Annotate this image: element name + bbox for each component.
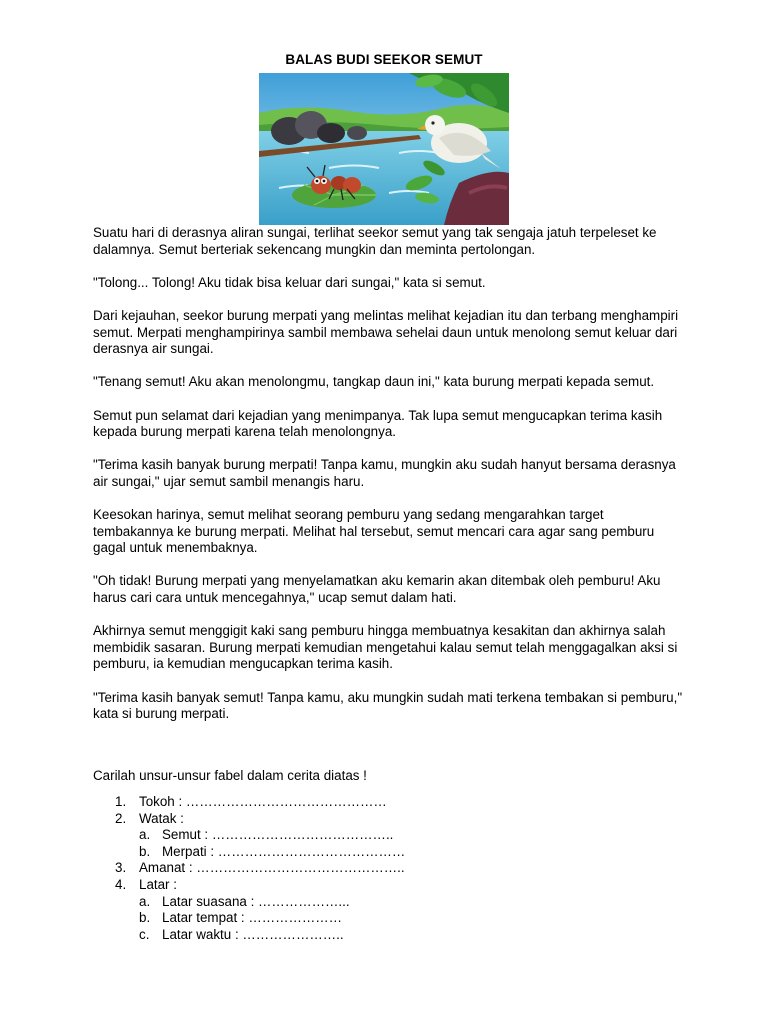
list-item-text: Tokoh : ……………………………………… (139, 794, 387, 809)
list-subitem (93, 927, 593, 944)
story-paragraph: Semut pun selamat dari kejadian yang menimpanya. Tak lupa semut mengucapkan terima kasih kepada burung merpati karena telah menolongnya. (93, 407, 663, 440)
list-item-text: Watak : (139, 810, 184, 826)
list-letter: a. (139, 893, 151, 909)
story-paragraph: Akhirnya semut menggigit kaki sang pemburu hingga membuatnya kesakitan dan akhirnya salah membidik sasaran. Burung merpati kemudian mengetahui kalau semut telah menggagalkan aksi si pemburu, ia kemudian mengucapkan terima kasih. (93, 623, 678, 672)
story-paragraph: "Tolong... Tolong! Aku tidak bisa keluar dari sungai," kata si semut. (93, 274, 486, 290)
list-subitem (93, 910, 593, 927)
list-subitem-text: Semut : ………………………………….. (162, 827, 394, 843)
list-item-text: Latar : (139, 876, 177, 892)
story-paragraph: Suatu hari di derasnya aliran sungai, terlihat seekor semut yang tak sengaja jatuh terpeleset ke dalamnya. Semut berteriak sekencang mungkin dan meminta pertolongan. (93, 225, 657, 257)
list-subitem-text: Latar waktu : ………………….. (162, 926, 344, 942)
list-item (93, 877, 593, 894)
document-title: BALAS BUDI SEEKOR SEMUT (285, 52, 483, 67)
story-paragraph: Dari kejauhan, seekor burung merpati yang melintas melihat kejadian itu dan terbang menghampiri semut. Merpati menghampirinya sambil membawa sehelai daun untuk menolong semut keluar dari derasnya air sungai. (93, 307, 679, 357)
ant-and-dove-illustration (259, 73, 509, 225)
story-paragraph: "Terima kasih banyak semut! Tanpa kamu, aku mungkin sudah mati terkena tembakan si pemburu," kata si burung merpati. (93, 689, 683, 722)
question-list (93, 794, 593, 943)
list-letter: b. (139, 910, 151, 926)
list-letter: c. (139, 926, 150, 942)
list-item-text: Amanat : ……………………………………….. (139, 860, 405, 876)
list-number: 1. (115, 794, 127, 809)
list-item (93, 860, 593, 877)
story-paragraph: "Oh tidak! Burung merpati yang menyelamatkan aku kemarin akan ditembak oleh pemburu! Aku harus cari cara untuk mencegahnya," ucap semut dalam hati. (93, 573, 661, 606)
story-paragraph: "Tenang semut! Aku akan menolongmu, tangkap daun ini," kata burung merpati kepada semut. (93, 374, 655, 390)
list-subitem (93, 894, 593, 911)
list-subitem (93, 844, 593, 861)
list-subitem-text: Latar suasana : ………………... (162, 893, 350, 909)
list-letter: b. (139, 843, 151, 859)
question-prompt: Carilah unsur-unsur fabel dalam cerita diatas ! (93, 768, 367, 783)
list-item (93, 794, 593, 811)
list-subitem-text: Merpati : …………………………………… (162, 843, 406, 859)
story-paragraph: Keesokan harinya, semut melihat seorang pemburu yang sedang mengarahkan target tembakannya ke burung merpati. Melihat hal tersebut, semut mencari cara agar sang pemburu gagal untuk menembaknya. (93, 507, 655, 556)
story-illustration (259, 73, 509, 225)
story-paragraph: "Terima kasih banyak burung merpati! Tanpa kamu, mungkin aku sudah hanyut bersama derasnya air sungai," ujar semut sambil menangis haru. (93, 457, 676, 489)
list-number: 3. (115, 860, 127, 876)
list-item (93, 811, 593, 828)
list-letter: a. (139, 827, 151, 843)
list-number: 2. (115, 810, 127, 826)
list-subitem (93, 827, 593, 844)
story-text (93, 225, 683, 739)
list-subitem-text: Latar tempat : ………………… (162, 910, 343, 926)
list-number: 4. (115, 876, 127, 892)
